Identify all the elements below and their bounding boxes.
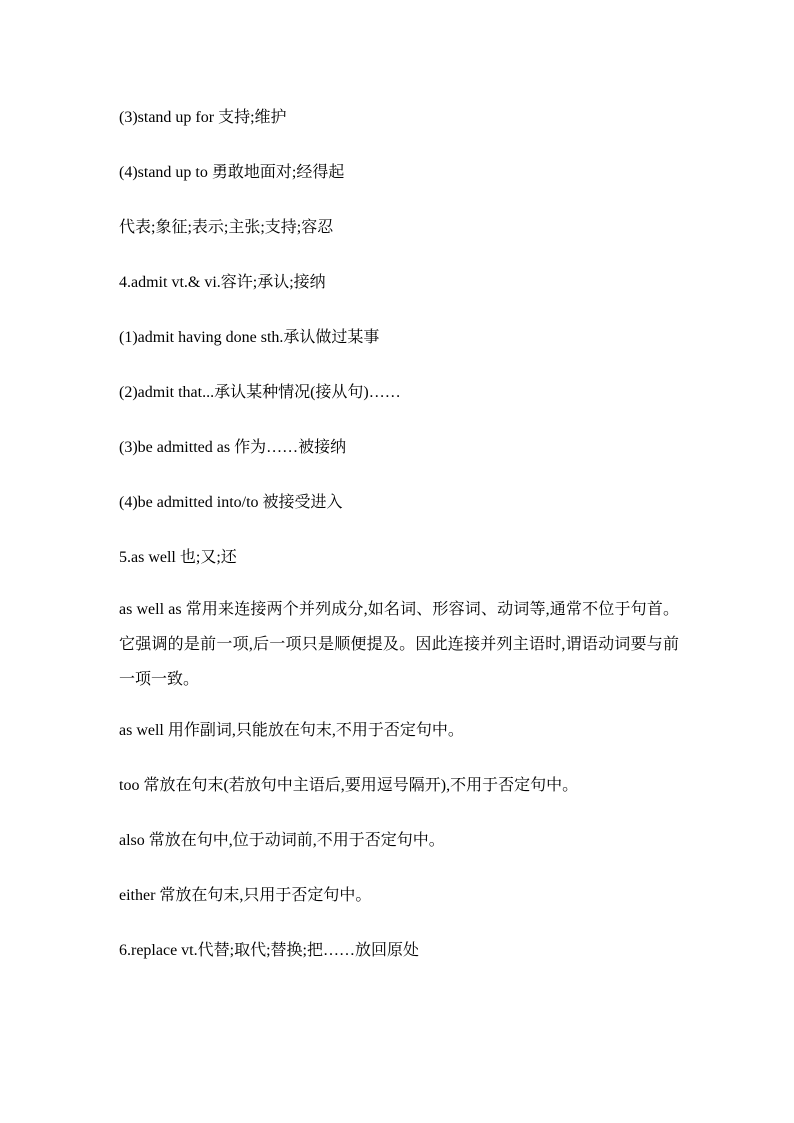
text-line: (4)stand up to 勇敢地面对;经得起 <box>119 164 345 181</box>
section-heading-admit: 4.admit vt.& vi.容许;承认;接纳 <box>119 274 326 291</box>
note-line: as well 用作副词,只能放在句末,不用于否定句中。 <box>119 722 464 739</box>
note-line: also 常放在句中,位于动词前,不用于否定句中。 <box>119 832 445 849</box>
text-line: (3)be admitted as 作为……被接纳 <box>119 439 347 456</box>
document-content <box>119 104 689 992</box>
text-line: (1)admit having done sth.承认做过某事 <box>119 329 380 346</box>
text-line: 代表;象征;表示;主张;支持;容忍 <box>119 219 334 236</box>
note-line: either 常放在句末,只用于否定句中。 <box>119 887 372 904</box>
explanation-paragraph: as well as 常用来连接两个并列成分,如名词、形容词、动词等,通常不位于句首。它强调的是前一项,后一项只是顺便提及。因此连接并列主语时,谓语动词要与前一项一致。 <box>119 601 679 688</box>
text-line: (4)be admitted into/to 被接受进入 <box>119 494 343 511</box>
section-heading-as-well: 5.as well 也;又;还 <box>119 549 237 566</box>
text-line: (2)admit that...承认某种情况(接从句)…… <box>119 384 401 401</box>
text-line: (3)stand up for 支持;维护 <box>119 109 287 126</box>
section-heading-replace: 6.replace vt.代替;取代;替换;把……放回原处 <box>119 942 419 959</box>
note-line: too 常放在句末(若放句中主语后,要用逗号隔开),不用于否定句中。 <box>119 777 579 794</box>
